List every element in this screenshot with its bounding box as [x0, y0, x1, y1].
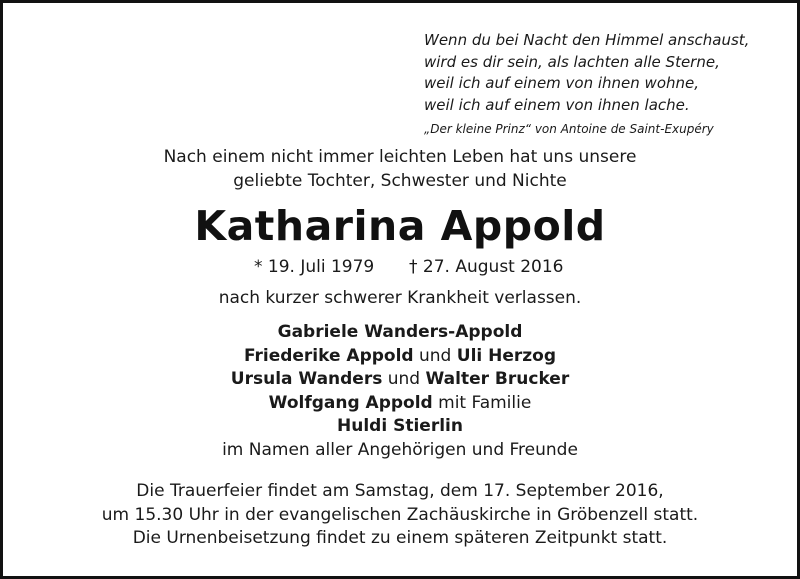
family-member: Wolfgang Appold [268, 392, 433, 413]
service-line: Die Urnenbeisetzung findet zu einem späteren Zeitpunkt statt. [132, 528, 668, 548]
family-member: Gabriele Wanders-Appold [277, 322, 523, 342]
family-closing: im Namen aller Angehörigen und Freunde [222, 439, 578, 460]
family-list [0, 321, 800, 463]
family-line [0, 321, 800, 345]
deceased-name: Katharina Appold [194, 202, 606, 250]
poem-attribution: „Der kleine Prinz“ von Antoine de Saint-Exupéry [424, 122, 714, 136]
service-line: um 15.30 Uhr in der evangelischen Zachäuskirche in Gröbenzell statt. [101, 504, 699, 525]
service-line: Die Trauerfeier findet am Samstag, dem 17. September 2016, [136, 481, 664, 501]
family-line [0, 392, 800, 416]
death-date: † 27. August 2016 [409, 257, 564, 277]
family-member: Uli Herzog [456, 345, 557, 366]
family-member: Huldi Stierlin [337, 416, 463, 437]
poem-quote [424, 30, 749, 139]
poem-line: Wenn du bei Nacht den Himmel anschaust, [424, 31, 750, 49]
family-line [0, 345, 800, 369]
poem-line: weil ich auf einem von ihnen lache. [424, 95, 690, 114]
passing-message: nach kurzer schwerer Krankheit verlassen. [218, 288, 582, 308]
family-member: Ursula Wanders [230, 369, 383, 390]
conjunction: und [413, 345, 457, 366]
intro-line: Nach einem nicht immer leichten Leben hat uns unsere [163, 147, 637, 167]
intro-line: geliebte Tochter, Schwester und Nichte [233, 170, 567, 191]
intro-text [0, 146, 800, 193]
family-suffix: mit Familie [432, 392, 532, 413]
family-member: Walter Brucker [425, 369, 570, 390]
service-info [0, 480, 800, 551]
family-line [0, 415, 800, 439]
family-line [0, 368, 800, 392]
family-member: Friederike Appold [243, 345, 414, 366]
conjunction: und [382, 369, 426, 390]
poem-line: wird es dir sein, als lachten alle Sterne, [424, 52, 720, 71]
poem-line: weil ich auf einem von ihnen wohne, [424, 74, 700, 92]
birth-date: * 19. Juli 1979 [254, 257, 375, 277]
